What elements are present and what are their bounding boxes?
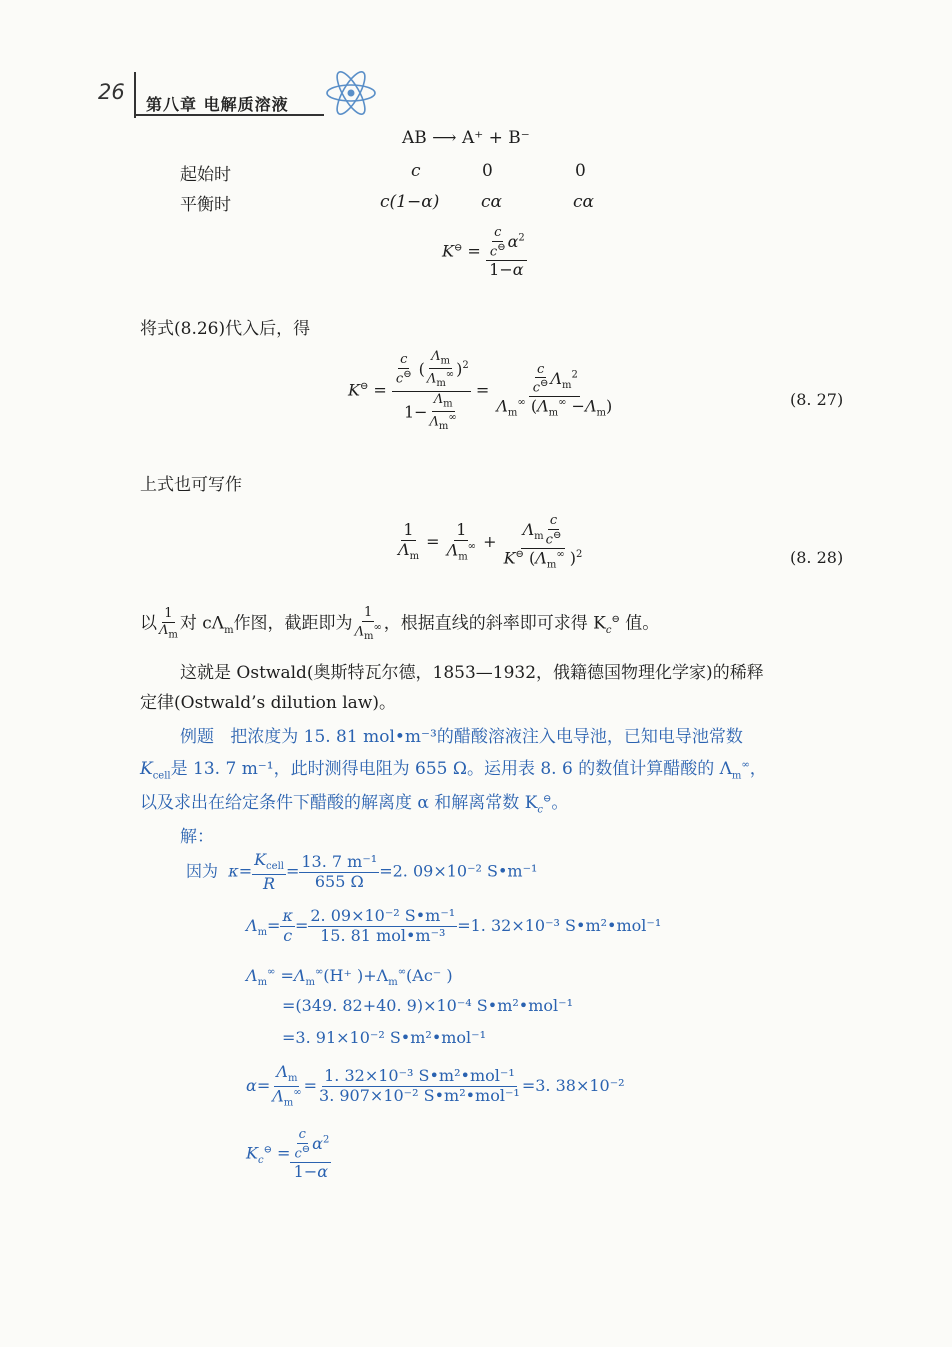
equilibrium-value-b: cα xyxy=(573,192,595,212)
dissociation-degree-calculation: α= $\frac{\Lambda_m}{\Lambda_m^\infty}$ = $\frac{\text{1. 32×10⁻³ S•m²•mol⁻¹}}{\text{3. 907×10⁻² S•m²•mol⁻¹}}$ =3. 38×10⁻² xyxy=(246,1062,625,1109)
initial-value-a: 0 xyxy=(482,161,493,181)
also-written-text: 上式也可写作 xyxy=(140,475,242,495)
limiting-conductivity-line-1: $\Lambda_m^\infty =\Lambda_m^\infty(H^+$ )$+\Lambda_m^\infty(Ac^-$ ) xyxy=(246,966,453,989)
page-number: 26 xyxy=(98,80,125,104)
initial-value-b: 0 xyxy=(575,161,586,181)
ostwald-paragraph-line-1: 这就是 Ostwald(奥斯特瓦尔德，1853—1932，俄籍德国物理化学家)的稀释 xyxy=(180,663,764,683)
kappa-calculation: 因为 κ= $\frac{K_{cell}}{R}$ = $\frac{\text{13. 7 m⁻¹}}{655 \Omega}$ =2. 09×10⁻² S•m⁻¹ xyxy=(186,850,538,893)
limiting-conductivity-line-3: =3. 91×10⁻² S•m²•mol⁻¹ xyxy=(282,1028,487,1047)
equilibrium-label: 平衡时 xyxy=(180,195,231,215)
header-divider-vertical xyxy=(134,72,136,118)
dissociation-constant-formula: $K_c^⊖$ = $\frac{c}{c^⊖}$ $\alpha^2$ 1−α xyxy=(246,1127,330,1181)
chapter-title: 第八章 电解质溶液 xyxy=(146,95,289,114)
example-line-3: 以及求出在给定条件下醋酸的解离度 α 和解离常数 $K_c^⊖$。 xyxy=(140,793,569,816)
plot-instruction-line: 以 $\frac{1}{\Lambda_m}$ 对 $c\Lambda_m$作图，截距即为 $\frac{1}{\Lambda_m^\infty}$ ，根据直线的斜率即可求得 $K_c^⊖$ 值。 xyxy=(140,605,660,642)
equation-number-8-28: (8. 28) xyxy=(790,548,844,567)
equilibrium-constant-formula: K⊖ = $\frac{c}{c^⊖}$ $\alpha^2$ 1−α xyxy=(442,225,525,279)
example-line-1: 例题 把浓度为 15. 81 mol•m⁻³的醋酸溶液注入电导池，已知电导池常数 xyxy=(180,727,743,747)
equilibrium-value-ab: c(1−α) xyxy=(380,192,440,212)
solution-label: 解： xyxy=(180,827,214,847)
initial-label: 起始时 xyxy=(180,165,231,185)
substitute-text: 将式(8.26)代入后，得 xyxy=(140,319,311,339)
molar-conductivity-calculation: $\Lambda_m=$ $\frac{\kappa}{c}$ = $\frac{\text{2. 09×10⁻² S•m⁻¹}}{\text{15. 81 mol•m⁻³}}$ =1. 32×10⁻³ S•m²•mol⁻¹ xyxy=(246,906,662,945)
atom-logo-icon xyxy=(322,68,380,118)
equation-8-27: K⊖ = $\frac{c}{c^⊖}$ ( $\frac{\Lambda_m}{\Lambda_m^\infty}$ )$^2$ 1− $\frac{\Lambda_m}{\Lambda_m^\infty}$ = $\frac{c}{c^⊖}$ $\Lambda_m^2$ $\Lambda_m^\infty$ $(\Lambda_m^\infty -\Lambda_m)$ xyxy=(348,349,613,432)
equilibrium-value-a: cα xyxy=(481,192,503,212)
ostwald-paragraph-line-2: 定律(Ostwald’s dilution law)。 xyxy=(140,693,396,713)
equation-8-28: $\frac{1}{\Lambda_m}$ = $\frac{1}{\Lambda_m^\infty}$ + $\Lambda_m$ $\frac{c}{c^⊖}$ K⊖ ($\Lambda_m^\infty$ )$^2$ xyxy=(398,513,583,571)
reaction-equation: AB ⟶ A⁺ + B⁻ xyxy=(402,128,530,148)
initial-value-ab: c xyxy=(411,161,421,181)
example-line-2: $K_{cell}$是 13. 7 m⁻¹，此时测得电阻为 655 Ω。运用表 8. 6 的数值计算醋酸的 $\Lambda_m^\infty$， xyxy=(140,759,767,782)
equation-number-8-27: (8. 27) xyxy=(790,390,844,409)
example-label: 例题 xyxy=(180,727,214,747)
limiting-conductivity-line-2: =(349. 82+40. 9)×10⁻⁴ S•m²•mol⁻¹ xyxy=(282,996,573,1015)
